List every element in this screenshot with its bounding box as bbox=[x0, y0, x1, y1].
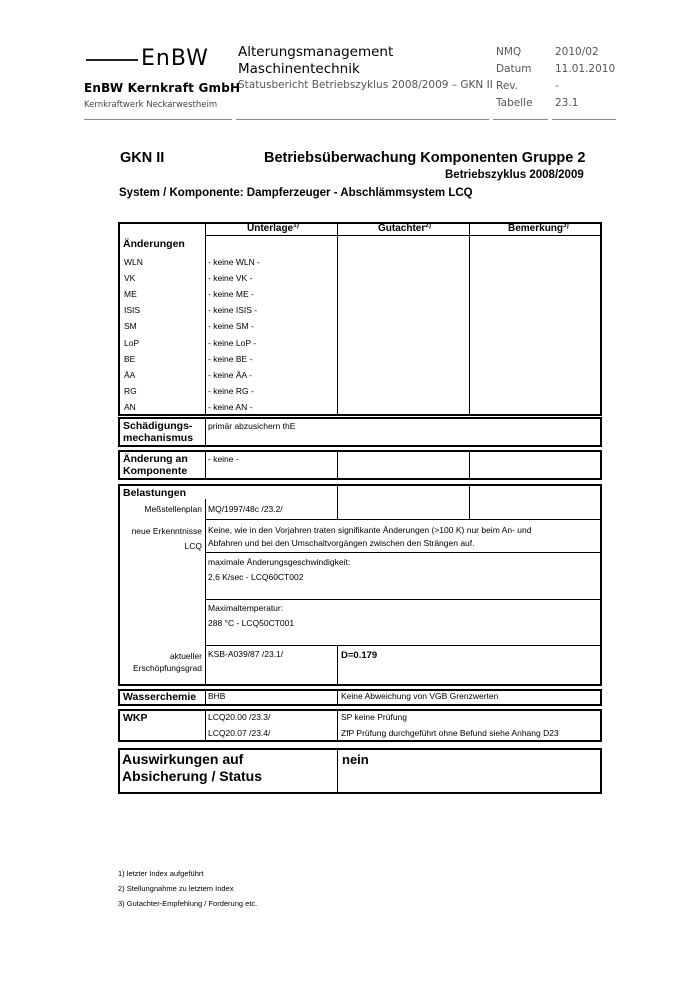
change-code: VK bbox=[124, 273, 136, 283]
max-aenderung-value: 2,6 K/sec - LCQ60CT002 bbox=[208, 572, 304, 582]
belastungen-label: Belastungen bbox=[123, 487, 187, 499]
col-header-gutachter-text: Gutachter bbox=[378, 223, 426, 234]
plant-code: GKN II bbox=[120, 150, 165, 166]
column-header-rule bbox=[205, 235, 601, 236]
column-divider bbox=[469, 223, 470, 415]
meta-key: Tabelle bbox=[496, 97, 533, 109]
auswirkungen-line2: Absicherung / Status bbox=[122, 768, 263, 784]
column-divider bbox=[205, 418, 206, 446]
company-name: EnBW Kernkraft GmbH bbox=[84, 81, 241, 95]
header-rule bbox=[552, 119, 616, 120]
row-rule bbox=[205, 519, 601, 520]
col-header-unterlage bbox=[247, 223, 299, 234]
footnote-2: 2) Stellungnahme zu letztem Index bbox=[118, 884, 234, 893]
title-line-2: Maschinentechnik bbox=[238, 61, 360, 77]
cycle-label: Betriebszyklus 2008/2009 bbox=[445, 169, 584, 181]
aenderung-komponente-line2: Komponente bbox=[123, 465, 188, 477]
row-rule bbox=[205, 599, 601, 600]
header-rule bbox=[84, 119, 232, 120]
aenderung-komponente-label bbox=[123, 453, 188, 477]
col-header-gutachter bbox=[378, 223, 431, 234]
aenderungen-block bbox=[118, 222, 602, 416]
wasserchemie-value: BHB bbox=[208, 691, 226, 701]
col-header-bemerkung bbox=[508, 223, 569, 234]
meta-values bbox=[555, 44, 615, 112]
change-code: ME bbox=[124, 289, 137, 299]
aenderung-komponente-block bbox=[118, 450, 602, 480]
document-title bbox=[238, 44, 393, 78]
column-divider bbox=[469, 451, 470, 479]
change-value: - keine RG - bbox=[208, 386, 254, 396]
auswirkungen-label bbox=[122, 751, 262, 785]
column-divider bbox=[337, 451, 338, 479]
meta-key: NMQ bbox=[496, 46, 522, 58]
messstellen-label: Meßstellenplan bbox=[144, 504, 202, 514]
wkp-remark: ZfP Prüfung durchgeführt ohne Befund siehe Anhang D23 bbox=[341, 728, 559, 738]
header-rule bbox=[236, 119, 489, 120]
form-heading: Betriebsüberwachung Komponenten Gruppe 2 bbox=[264, 150, 586, 166]
footnote-3: 3) Gutachter-Empfehlung / Forderung etc. bbox=[118, 899, 258, 908]
change-value: - keine BE - bbox=[208, 354, 253, 364]
column-divider bbox=[205, 710, 206, 741]
logo-line bbox=[86, 59, 138, 61]
max-aenderung-label: maximale Änderungsgeschwindigkeit: bbox=[208, 557, 351, 567]
wkp-remark: SP keine Prüfung bbox=[341, 712, 407, 722]
meta-value: - bbox=[555, 80, 559, 92]
schaedigung-label-line2: mechanismus bbox=[123, 432, 194, 444]
erkenntnisse-text bbox=[208, 524, 531, 550]
erkenntnisse-line2: Abfahren und bei den Umschaltvorgängen zwischen den Strängen auf. bbox=[208, 538, 475, 548]
wasserchemie-remark: Keine Abweichung von VGB Grenzwerten bbox=[341, 691, 499, 701]
change-code: ISIS bbox=[124, 305, 141, 315]
erschoepfung-ref: KSB-A039/87 /23.1/ bbox=[208, 649, 284, 659]
plant-name: Kernkraftwerk Neckarwestheim bbox=[84, 100, 218, 110]
col-header-unterlage-text: Unterlage bbox=[247, 223, 294, 234]
title-line-1: Alterungsmanagement bbox=[238, 44, 394, 60]
wkp-label: WKP bbox=[123, 712, 148, 724]
max-temp-label: Maximaltemperatur: bbox=[208, 603, 284, 613]
meta-value: 11.01.2010 bbox=[555, 63, 616, 75]
column-divider bbox=[469, 485, 470, 519]
erschoepfung-label-line1: aktueller bbox=[169, 651, 202, 661]
column-divider bbox=[337, 485, 338, 519]
footnote-ref: 3) bbox=[563, 222, 569, 229]
max-temp-value: 288 °C - LCQ50CT001 bbox=[208, 618, 295, 628]
header-rule bbox=[493, 119, 548, 120]
column-divider bbox=[337, 690, 338, 705]
row-rule bbox=[205, 645, 601, 646]
aenderung-komponente-line1: Änderung an bbox=[123, 453, 188, 465]
schaedigung-label bbox=[123, 420, 193, 444]
col-header-bemerkung-text: Bemerkung bbox=[508, 223, 564, 234]
wasserchemie-label: Wasserchemie bbox=[123, 691, 197, 703]
column-divider bbox=[337, 710, 338, 741]
auswirkungen-value: nein bbox=[342, 752, 369, 767]
footnote-ref: 2) bbox=[425, 222, 432, 229]
column-divider bbox=[205, 223, 206, 415]
wkp-ref: LCQ20.00 /23.3/ bbox=[208, 712, 271, 722]
change-value: - keine SM - bbox=[208, 321, 254, 331]
wkp-ref: LCQ20.07 /23.4/ bbox=[208, 728, 271, 738]
schaedigung-value: primär abzusichern thE bbox=[208, 421, 296, 431]
footnote-ref: 1) bbox=[293, 222, 299, 229]
aenderung-komponente-value: - keine - bbox=[208, 454, 239, 464]
column-divider bbox=[205, 499, 206, 685]
change-value: - keine AN - bbox=[208, 402, 253, 412]
change-code: RG bbox=[124, 386, 137, 396]
messstellen-value: MQ/1997/48c /23.2/ bbox=[208, 504, 283, 514]
auswirkungen-line1: Auswirkungen auf bbox=[122, 751, 244, 767]
system-label: System / Komponente: Dampferzeuger - Abschlämmsystem LCQ bbox=[119, 187, 473, 199]
erkenntnisse-label-line1: neue Erkenntnisse bbox=[131, 526, 202, 536]
meta-value: 2010/02 bbox=[555, 46, 599, 58]
column-divider bbox=[337, 749, 338, 793]
change-value: - keine LoP - bbox=[208, 338, 257, 348]
meta-key: Datum bbox=[496, 63, 532, 75]
change-code: BE bbox=[124, 354, 136, 364]
change-value: - keine ISIS - bbox=[208, 305, 258, 315]
schaedigung-label-line1: Schädigungs- bbox=[123, 420, 193, 432]
erkenntnisse-label-line2: LCQ bbox=[184, 541, 202, 551]
change-code: ÄA bbox=[124, 370, 136, 380]
aenderungen-label: Änderungen bbox=[123, 238, 185, 250]
footnote-1: 1) letzter Index aufgeführt bbox=[118, 869, 204, 878]
erschoepfung-label-line2: Erschöpfungsgrad bbox=[133, 663, 202, 673]
erschoepfung-label bbox=[118, 650, 202, 674]
erkenntnisse-line1: Keine, wie in den Vorjahren traten signifikante Änderungen (>100 K) nur beim An- und bbox=[208, 525, 532, 535]
company-logo: EnBW bbox=[141, 46, 209, 71]
change-code: AN bbox=[124, 402, 136, 412]
change-value: - keine VK - bbox=[208, 273, 253, 283]
erkenntnisse-label bbox=[118, 524, 202, 554]
change-value: - keine ME - bbox=[208, 289, 254, 299]
erschoepfung-value: D=0.179 bbox=[341, 650, 378, 661]
row-rule bbox=[205, 552, 601, 553]
change-value: - keine ÄA - bbox=[208, 370, 252, 380]
change-value: - keine WLN - bbox=[208, 257, 260, 267]
change-code: SM bbox=[124, 321, 137, 331]
column-divider bbox=[205, 451, 206, 479]
column-divider bbox=[205, 690, 206, 705]
meta-value: 23.1 bbox=[555, 97, 579, 109]
meta-key: Rev. bbox=[496, 80, 519, 92]
meta-keys bbox=[496, 44, 533, 112]
document-subtitle: Statusbericht Betriebszyklus 2008/2009 – GKN II bbox=[238, 79, 493, 91]
change-code: LoP bbox=[124, 338, 140, 348]
column-divider bbox=[337, 223, 338, 415]
column-divider bbox=[337, 645, 338, 685]
change-code: WLN bbox=[124, 257, 143, 267]
